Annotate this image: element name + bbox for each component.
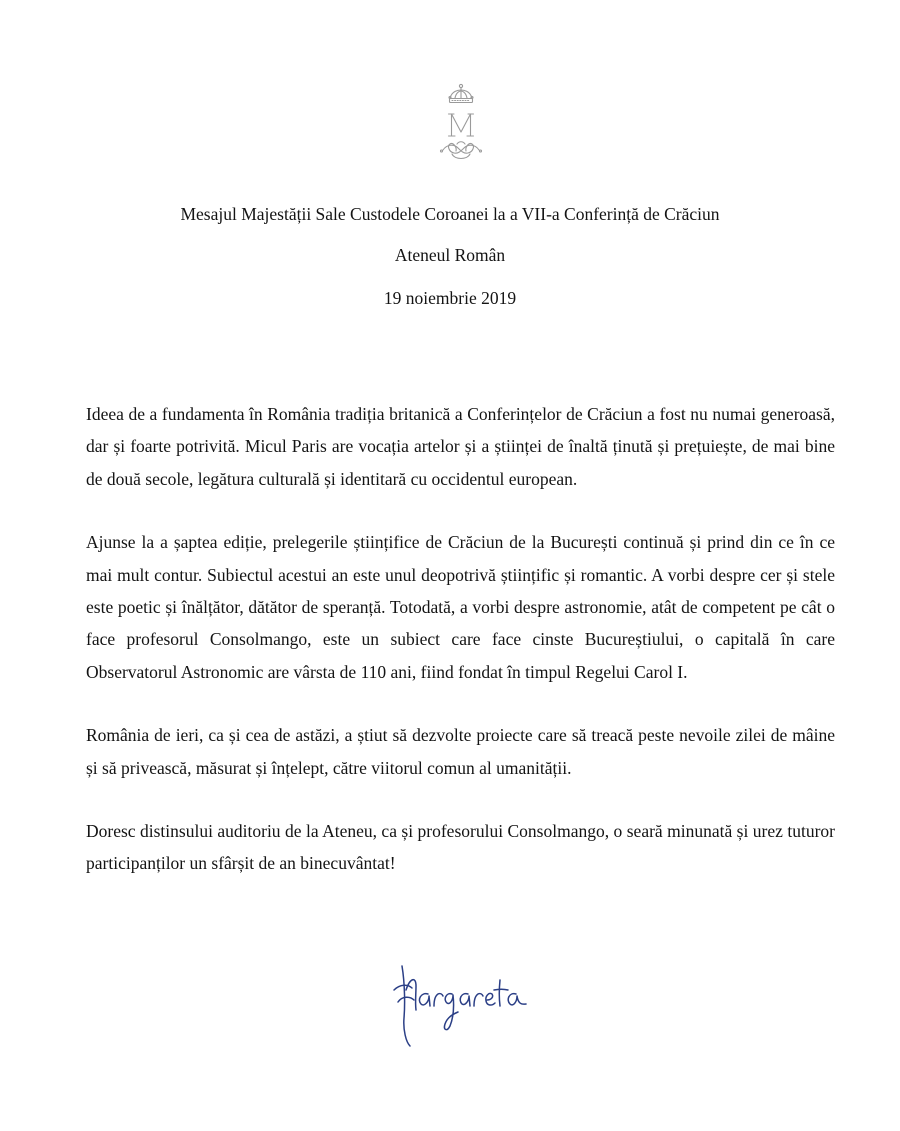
paragraph-3: România de ieri, ca și cea de astăzi, a știut să dezvolte proiecte care să treacă peste nevoile zilei de mâine și să privească, măsurat și înțelept, către viitorul comun al umanității. [86,725,835,778]
royal-crown-monogram-icon [428,82,494,162]
venue-line: Ateneul Român [394,245,506,265]
handwritten-signature [388,950,536,1050]
paragraph-4: Doresc distinsului auditoriu de la Ateneu, ca și profesorului Consolmango, o seară minunată și urez tuturor participanților un sfârșit de an binecuvântat! [86,821,835,874]
letter-body [86,398,835,911]
date-line: 19 noiembrie 2019 [383,288,517,308]
paragraph-2: Ajunse la a șaptea ediție, prelegerile științifice de Crăciun de la București continuă și prind din ce în ce mai mult contur. Subiectul acestui an este unul deopotrivă științific și romantic. A vorbi despre cer și stele este poetic și înălțător, dătător de speranță. Totodată, a vorbi despre astronomie, atât de competent pe cât o face profesorul Consolmango, este un subiect care face cinste Bucureștiului, o capitală în care Observatorul Astronomic are vârsta de 110 ani, fiind fondat în timpul Regelui Carol I. [86,532,835,682]
document-title: Mesajul Majestății Sale Custodele Coroanei la a VII-a Conferință de Crăciun [180,204,720,224]
paragraph-1: Ideea de a fundamenta în România tradiția britanică a Conferințelor de Crăciun a fost nu numai generoasă, dar și foarte potrivită. Micul Paris are vocația artelor și a științei de înaltă ținută și prețuiește, de mai bine de două secole, legătura culturală și identitară cu occidentul european. [86,404,835,489]
